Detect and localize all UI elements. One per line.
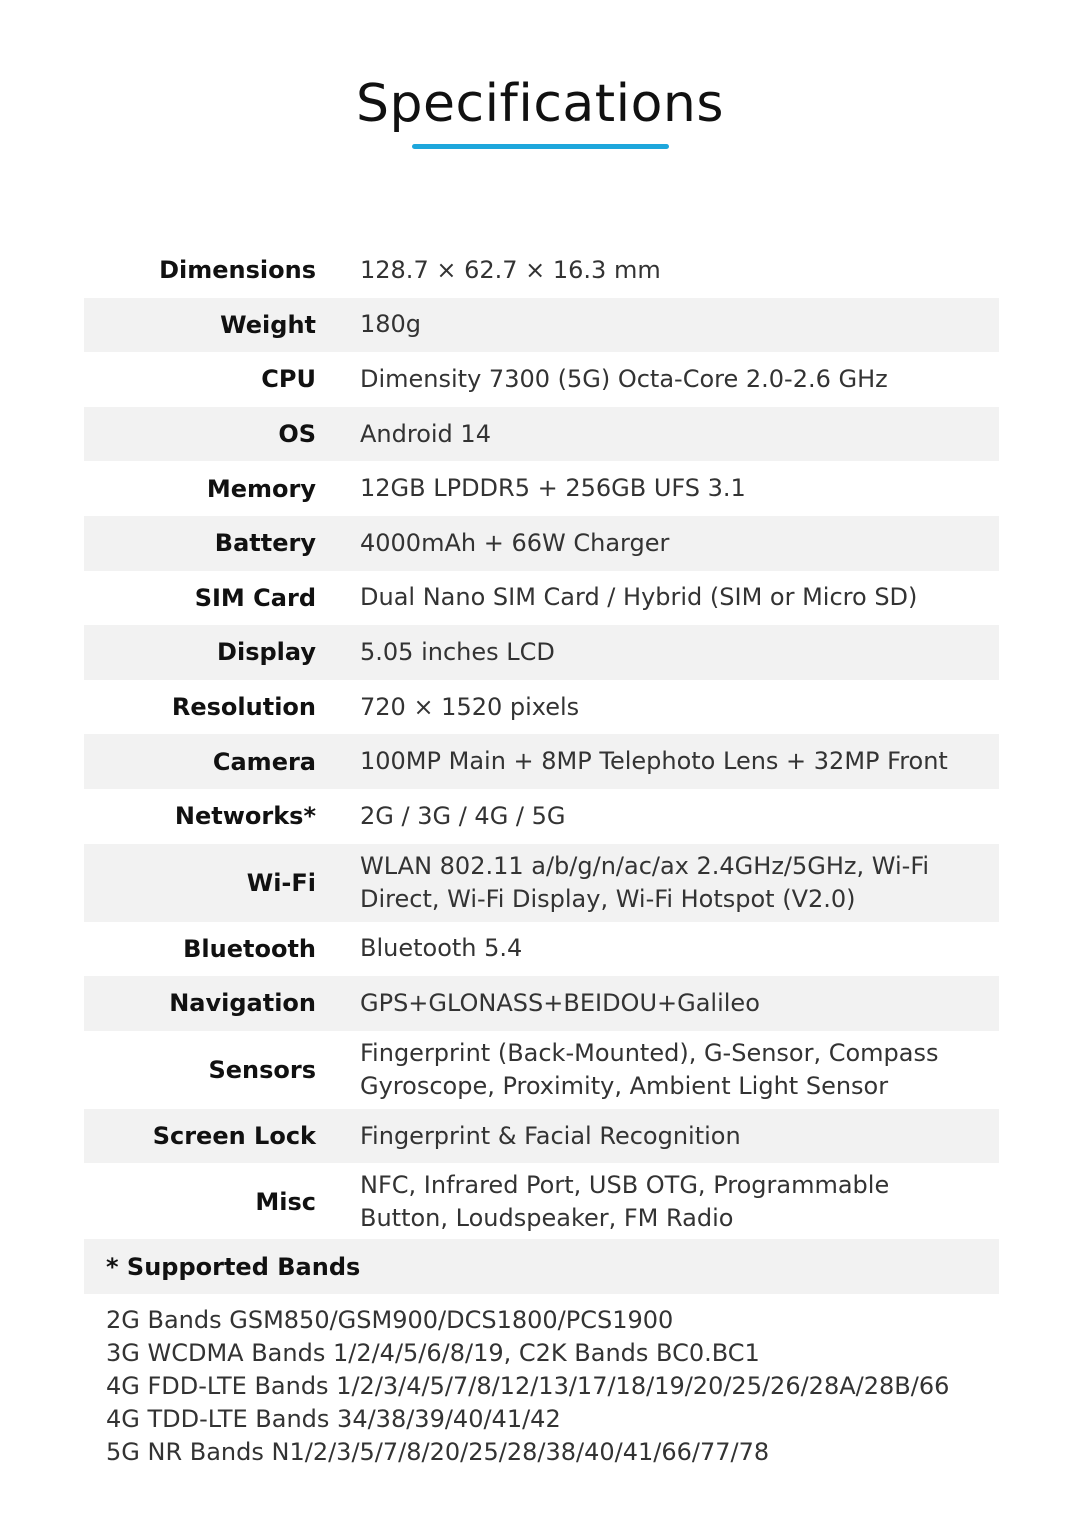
- band-line: 3G WCDMA Bands 1/2/4/5/6/8/19, C2K Bands BC0.BC1: [106, 1339, 760, 1367]
- spec-label: Battery: [214, 529, 316, 558]
- spec-row-wifi: [84, 844, 999, 922]
- spec-label: Networks*: [174, 802, 316, 831]
- spec-row-memory: [84, 461, 999, 516]
- spec-value-line: NFC, Infrared Port, USB OTG, Programmable: [360, 1171, 890, 1200]
- spec-value: 128.7 × 62.7 × 16.3 mm: [360, 255, 661, 284]
- spec-value: [316, 1037, 939, 1103]
- spec-label: CPU: [261, 365, 316, 394]
- spec-row-networks: [84, 789, 999, 844]
- spec-row-navigation: [84, 976, 999, 1031]
- spec-row-sim-card: [84, 571, 999, 626]
- spec-row-bluetooth: [84, 922, 999, 977]
- band-line: 4G TDD-LTE Bands 34/38/39/40/41/42: [106, 1405, 561, 1433]
- title-underline: [412, 144, 669, 149]
- spec-row-display: [84, 625, 999, 680]
- spec-table: [84, 243, 999, 1241]
- spec-row-screen-lock: [84, 1109, 999, 1164]
- spec-value-line: Fingerprint (Back-Mounted), G-Sensor, Compass: [360, 1038, 939, 1067]
- spec-label: Camera: [212, 747, 316, 776]
- spec-value: Dual Nano SIM Card / Hybrid (SIM or Micro SD): [360, 583, 918, 612]
- spec-value-line: Gyroscope, Proximity, Ambient Light Sensor: [360, 1071, 889, 1100]
- spec-label: Dimensions: [159, 256, 316, 285]
- band-line: 5G NR Bands N1/2/3/5/7/8/20/25/28/38/40/41/66/77/78: [106, 1438, 770, 1466]
- spec-row-resolution: [84, 680, 999, 735]
- spec-label: OS: [278, 420, 316, 449]
- band-line: 2G Bands GSM850/GSM900/DCS1800/PCS1900: [106, 1306, 674, 1334]
- spec-value: [316, 850, 929, 916]
- spec-row-dimensions: [84, 243, 999, 298]
- page-title: Specifications: [356, 74, 724, 134]
- spec-value: Android 14: [360, 419, 491, 448]
- spec-label: Sensors: [208, 1055, 316, 1084]
- spec-row-camera: [84, 734, 999, 789]
- spec-row-os: [84, 407, 999, 462]
- spec-value-line: Button, Loudspeaker, FM Radio: [360, 1204, 734, 1233]
- spec-value: [316, 1169, 889, 1235]
- spec-value-line: WLAN 802.11 a/b/g/n/ac/ax 2.4GHz/5GHz, Wi-Fi: [360, 851, 930, 880]
- spec-value: 100MP Main + 8MP Telephoto Lens + 32MP Front: [360, 747, 948, 776]
- band-line: 4G FDD-LTE Bands 1/2/3/4/5/7/8/12/13/17/18/19/20/25/26/28A/28B/66: [106, 1372, 950, 1400]
- spec-label: SIM Card: [194, 583, 316, 612]
- spec-label: Screen Lock: [152, 1122, 316, 1151]
- spec-value: 720 × 1520 pixels: [360, 692, 580, 721]
- spec-label: Bluetooth: [183, 934, 316, 963]
- spec-label: Weight: [220, 310, 316, 339]
- spec-value: 12GB LPDDR5 + 256GB UFS 3.1: [360, 474, 746, 503]
- spec-value: 4000mAh + 66W Charger: [360, 528, 670, 557]
- spec-value: Bluetooth 5.4: [360, 934, 523, 963]
- spec-label: Resolution: [171, 693, 316, 722]
- spec-value: GPS+GLONASS+BEIDOU+Galileo: [360, 988, 760, 1017]
- supported-bands-header: * Supported Bands: [84, 1239, 999, 1294]
- supported-bands-list: [106, 1304, 1006, 1469]
- spec-label: Memory: [206, 474, 316, 503]
- spec-value: 2G / 3G / 4G / 5G: [360, 801, 566, 830]
- spec-value: 5.05 inches LCD: [360, 637, 555, 666]
- spec-row-misc: [84, 1163, 999, 1241]
- spec-value: Fingerprint & Facial Recognition: [360, 1121, 741, 1150]
- spec-row-weight: [84, 298, 999, 353]
- spec-value-line: Direct, Wi-Fi Display, Wi-Fi Hotspot (V2.0): [360, 884, 856, 913]
- spec-row-battery: [84, 516, 999, 571]
- spec-label: Navigation: [169, 989, 316, 1018]
- spec-value: Dimensity 7300 (5G) Octa-Core 2.0-2.6 GHz: [360, 364, 888, 393]
- spec-label: Misc: [255, 1188, 316, 1217]
- spec-label: Wi-Fi: [246, 868, 316, 897]
- spec-value: 180g: [360, 310, 422, 339]
- spec-label: Display: [217, 638, 316, 667]
- spec-row-sensors: [84, 1031, 999, 1109]
- spec-row-cpu: [84, 352, 999, 407]
